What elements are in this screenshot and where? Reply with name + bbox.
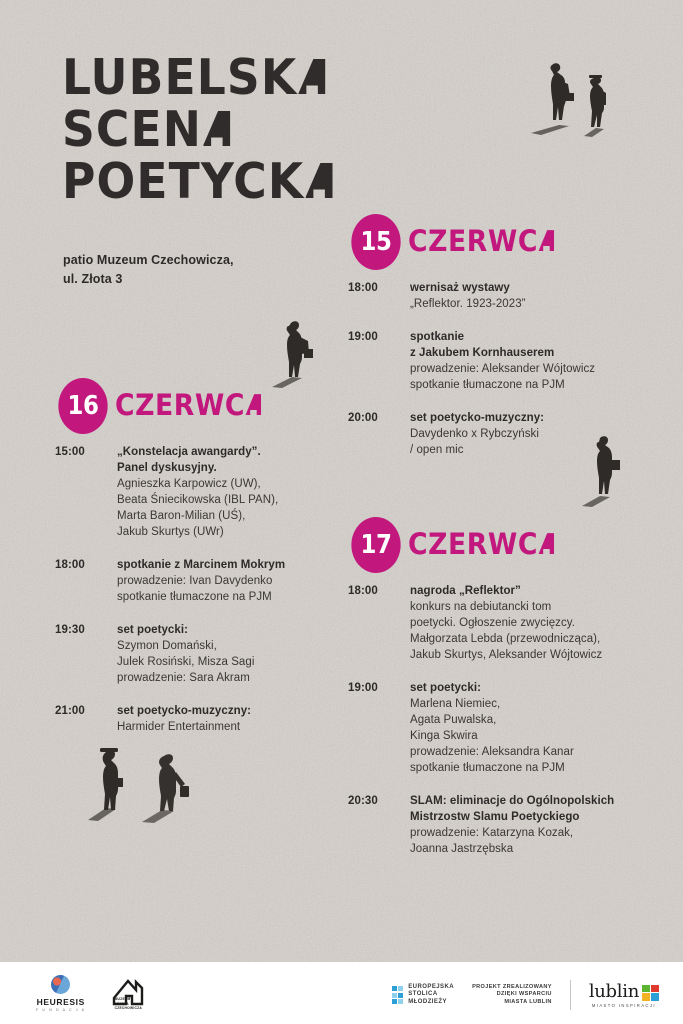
venue-line-1: patio Muzeum Czechowicza, (63, 253, 234, 267)
support-line-3: MIASTA LUBLIN (504, 998, 552, 1005)
event-row (348, 680, 673, 776)
footer-logos-left (36, 975, 156, 1012)
event-row (55, 444, 345, 540)
day-section-17 (348, 517, 673, 874)
event-line: spotkanie tłumaczone na PJM (410, 379, 565, 391)
event-line: Szymon Domański, (117, 640, 217, 652)
figure-man-walking-small (580, 72, 655, 142)
event-list-15 (348, 280, 668, 458)
event-line: set poetycki: (410, 682, 481, 694)
esm-cell (398, 986, 403, 991)
title-line-3 (62, 153, 333, 210)
day-month-text-15: CZERWC (408, 224, 539, 258)
event-row (55, 622, 345, 686)
event-description (410, 329, 668, 393)
venue-address (63, 251, 234, 289)
day-number-badge-16: 16 (58, 378, 107, 434)
event-description (410, 583, 673, 663)
event-time: 15:00 (55, 446, 85, 458)
event-line: set poetycko-muzyczny: (117, 705, 252, 717)
event-line: spotkanie tłumaczone na PJM (410, 762, 565, 774)
esm-line-2: STOLICA (408, 991, 438, 998)
event-line: Beata Śniecikowska (IBL PAN), (117, 494, 279, 506)
event-line: poetycki. Ogłoszenie zwycięzcy. (410, 617, 575, 629)
event-line: nagroda „Reflektor” (410, 585, 521, 597)
event-line: Kinga Skwira (410, 730, 478, 742)
support-line-2: DZIĘKI WSPARCIU (496, 991, 552, 998)
event-row (348, 410, 668, 458)
lublin-tagline: MIASTO INSPIRACJI (591, 1002, 656, 1008)
event-line: konkurs na debiutancki tom (410, 601, 552, 613)
event-line: SLAM: eliminacje do Ogólnopolskich (410, 795, 615, 807)
event-line: spotkanie (410, 331, 465, 343)
event-row (348, 583, 673, 663)
esm-cell (392, 993, 397, 998)
event-row (348, 329, 668, 393)
day-month-label-15 (408, 224, 554, 258)
event-line: z Jakubem Kornhauserem (410, 347, 555, 359)
title-line-3-text: POETYCK (62, 153, 305, 210)
title-line-2-text: SCEN (62, 101, 203, 158)
event-line: Marlena Niemiec, (410, 698, 501, 710)
event-time: 18:00 (348, 282, 378, 294)
event-line: prowadzenie: Aleksander Wójtowicz (410, 363, 596, 375)
angular-a-glyph (246, 394, 261, 415)
lublin-tile-blue (651, 993, 659, 1001)
venue-line-2: ul. Złota 3 (63, 272, 123, 286)
event-line: wernisaż wystawy (410, 282, 510, 294)
event-line: Panel dyskusyjny. (117, 462, 217, 474)
event-description (410, 280, 668, 312)
event-line: Davydenko x Rybczyński (410, 428, 539, 440)
event-time: 19:30 (55, 624, 85, 636)
event-description (117, 622, 345, 686)
day-month-label-17 (408, 527, 554, 561)
event-line: Jakub Skurtys, Aleksander Wójtowicz (410, 649, 603, 661)
day-header-15 (348, 214, 668, 270)
day-header-17 (348, 517, 673, 573)
lublin-tile-green (642, 985, 650, 993)
day-number-badge-15: 15 (351, 214, 400, 270)
event-line: Agata Puwalska, (410, 714, 497, 726)
support-statement (472, 984, 552, 1006)
footer-logos-right (392, 980, 659, 1010)
lublin-wordmark: lublin (588, 980, 639, 1002)
muzeum-label-line-1: MUZEUM (114, 997, 131, 1002)
event-time: 18:00 (55, 559, 85, 571)
event-line: Małgorzata Lebda (przewodnicząca), (410, 633, 601, 645)
event-description (410, 680, 673, 776)
footer-divider (570, 980, 571, 1010)
angular-a-glyph (539, 230, 554, 251)
european-youth-capital-logo (392, 984, 454, 1007)
title-line-2 (62, 101, 333, 158)
event-line: Joanna Jastrzębska (410, 843, 514, 855)
event-line: prowadzenie: Aleksandra Kanar (410, 746, 574, 758)
event-line: Julek Rosiński, Misza Sagi (117, 656, 255, 668)
event-row (348, 793, 673, 857)
figure-pair-right-walking (140, 748, 225, 830)
event-line: prowadzenie: Katarzyna Kozak, (410, 827, 574, 839)
title-line-1-text: LUBELSK (62, 49, 298, 106)
heuresis-globe-icon (51, 975, 70, 994)
muzeum-label-line-3: CZECHOWICZA (114, 1005, 143, 1010)
angular-a-glyph (305, 163, 332, 198)
esm-cell (392, 999, 397, 1004)
event-line: Jakub Skurtys (UWr) (117, 526, 224, 538)
event-line: prowadzenie: Ivan Davydenko (117, 575, 273, 587)
day-section-15 (348, 214, 668, 475)
muzeum-czechowicza-logo (112, 978, 156, 1012)
lublin-city-logo (588, 980, 659, 1008)
event-list-17 (348, 583, 673, 857)
event-time: 20:00 (348, 412, 378, 424)
day-month-text-16: CZERWC (115, 388, 246, 422)
event-line: spotkanie z Marcinem Mokrym (117, 559, 286, 571)
title-line-1 (62, 49, 333, 106)
event-line: / open mic (410, 444, 464, 456)
heuresis-subtitle: F U N D A C J A (36, 1008, 86, 1012)
day-header-16 (55, 378, 345, 434)
event-line: „Reflektor. 1923-2023” (410, 298, 526, 310)
heuresis-name: HEURESIS (36, 997, 85, 1007)
day-section-16 (55, 378, 345, 752)
event-line: Agnieszka Karpowicz (UW), (117, 478, 261, 490)
esm-cell (398, 993, 403, 998)
event-line: Marta Baron-Milian (UŚ), (117, 510, 246, 522)
event-line: Harmider Entertainment (117, 721, 241, 733)
event-list-16 (55, 444, 345, 735)
day-month-text-17: CZERWC (408, 527, 539, 561)
muzeum-label (115, 997, 142, 1010)
event-description (410, 793, 673, 857)
event-line: Mistrzostw Slamu Poetyckiego (410, 811, 580, 823)
event-description (117, 557, 345, 605)
event-time: 19:00 (348, 331, 378, 343)
event-row (55, 557, 345, 605)
muzeum-label-line-2: JÓZEFA (114, 1001, 129, 1006)
event-line: spotkanie tłumaczone na PJM (117, 591, 272, 603)
esm-line-3: MŁODZIEŻY (408, 998, 447, 1005)
esm-label (408, 984, 454, 1007)
esm-cell (398, 999, 403, 1004)
day-month-label-16 (115, 388, 261, 422)
angular-a-glyph (298, 59, 325, 94)
esm-grid-row (392, 993, 404, 998)
lublin-square-icon (642, 985, 659, 1001)
event-line: set poetycko-muzyczny: (410, 412, 545, 424)
event-time: 21:00 (55, 705, 85, 717)
event-line: „Konstelacja awangardy”. (117, 446, 261, 458)
event-description (410, 410, 668, 458)
event-line: set poetycki: (117, 624, 188, 636)
event-row (348, 280, 668, 312)
angular-a-glyph (539, 533, 554, 554)
lublin-logo-row (588, 980, 659, 1002)
poster-title (62, 49, 353, 210)
lublin-tile-yellow (642, 993, 650, 1001)
esm-grid-row (392, 999, 404, 1004)
esm-line-1: EUROPEJSKA (408, 983, 455, 990)
esm-grid-icon (392, 986, 404, 1004)
lublin-tile-red (651, 985, 659, 993)
day-number-badge-17: 17 (351, 517, 400, 573)
event-time: 18:00 (348, 585, 378, 597)
event-description (117, 703, 345, 735)
event-line: prowadzenie: Sara Akram (117, 672, 250, 684)
support-line-1: PROJEKT ZREALIZOWANY (472, 983, 552, 990)
esm-grid-row (392, 986, 404, 991)
esm-cell (392, 986, 397, 991)
event-time: 20:30 (348, 795, 378, 807)
event-description (117, 444, 345, 540)
heuresis-logo (36, 975, 86, 1012)
event-time: 19:00 (348, 682, 378, 694)
angular-a-glyph (203, 111, 230, 146)
event-row (55, 703, 345, 735)
